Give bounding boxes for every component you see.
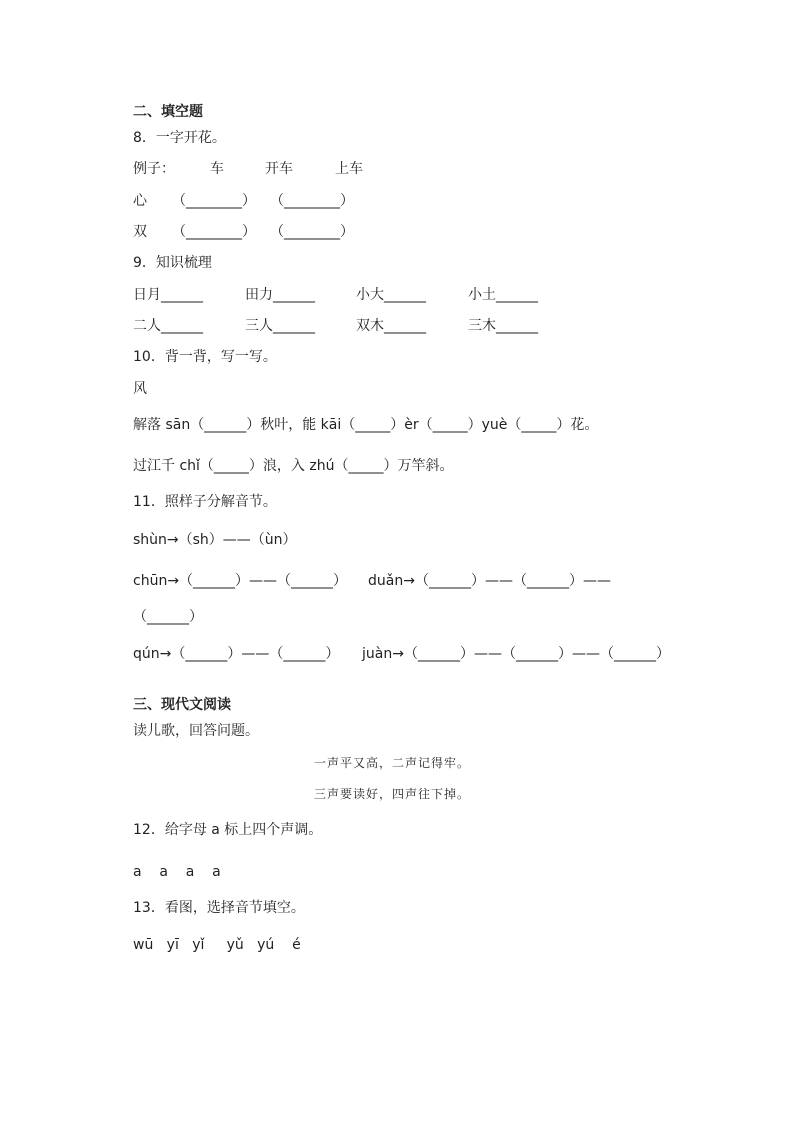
example-word-1: 开车 [265, 161, 293, 177]
q9-item-5[interactable]: 二人______ [133, 318, 203, 334]
question-10-stem: 10．背一背，写一写。 [133, 349, 277, 365]
nursery-rhyme-line-1: 一声平又高，二声记得牢。 [314, 756, 471, 770]
q11-example: shùn→（sh）——（ùn） [133, 532, 297, 548]
q12-letters[interactable]: a a a a [133, 864, 221, 880]
row-char-xin: 心 [133, 193, 147, 209]
question-9-stem: 9．知识梳理 [133, 255, 212, 271]
q13-syllables: wū yī yǐ yǔ yú é [133, 937, 301, 953]
row-char-shuang: 双 [133, 224, 147, 240]
q9-item-3[interactable]: 小大______ [356, 287, 426, 303]
question-13-stem: 13．看图，选择音节填空。 [133, 900, 305, 916]
question-12-stem: 12．给字母 a 标上四个声调。 [133, 822, 323, 838]
question-8-stem: 8．一字开花。 [133, 130, 226, 146]
q9-item-7[interactable]: 双木______ [356, 318, 426, 334]
blank-shuang-2[interactable]: （________） [270, 224, 354, 240]
blank-shuang-1[interactable]: （________） [172, 224, 256, 240]
q11-chun[interactable]: chūn→（______）——（______） [133, 573, 348, 589]
example-label: 例子： [133, 161, 175, 177]
q9-item-2[interactable]: 田力______ [245, 287, 315, 303]
q9-item-6[interactable]: 三人______ [245, 318, 315, 334]
q11-juan[interactable]: juàn→（______）——（______）——（______） [362, 646, 670, 662]
poem-title-feng: 风 [133, 381, 147, 397]
q10-line-1[interactable]: 解落 sān（______）秋叶，能 kāi（_____）èr（_____）yuè（_____）花。 [133, 417, 599, 433]
q11-duan[interactable]: duǎn→（______）——（______）—— [368, 573, 611, 589]
q9-item-4[interactable]: 小土______ [468, 287, 538, 303]
example-word-2: 上车 [335, 161, 363, 177]
blank-xin-2[interactable]: （________） [270, 193, 354, 209]
reading-intro: 读儿歌，回答问题。 [133, 723, 259, 739]
q9-item-1[interactable]: 日月______ [133, 287, 203, 303]
section-title-fill-blank: 二、填空题 [133, 104, 203, 120]
q10-line-2[interactable]: 过江千 chǐ（_____）浪，入 zhú（_____）万竿斜。 [133, 458, 454, 474]
blank-xin-1[interactable]: （________） [172, 193, 256, 209]
question-11-stem: 11．照样子分解音节。 [133, 494, 277, 510]
section-title-reading: 三、现代文阅读 [133, 697, 231, 713]
q11-qun[interactable]: qún→（______）——（______） [133, 646, 340, 662]
example-char: 车 [210, 161, 224, 177]
q11-duan-cont[interactable]: （______） [133, 609, 203, 625]
q9-item-8[interactable]: 三木______ [468, 318, 538, 334]
nursery-rhyme-line-2: 三声要读好，四声往下掉。 [314, 787, 471, 801]
